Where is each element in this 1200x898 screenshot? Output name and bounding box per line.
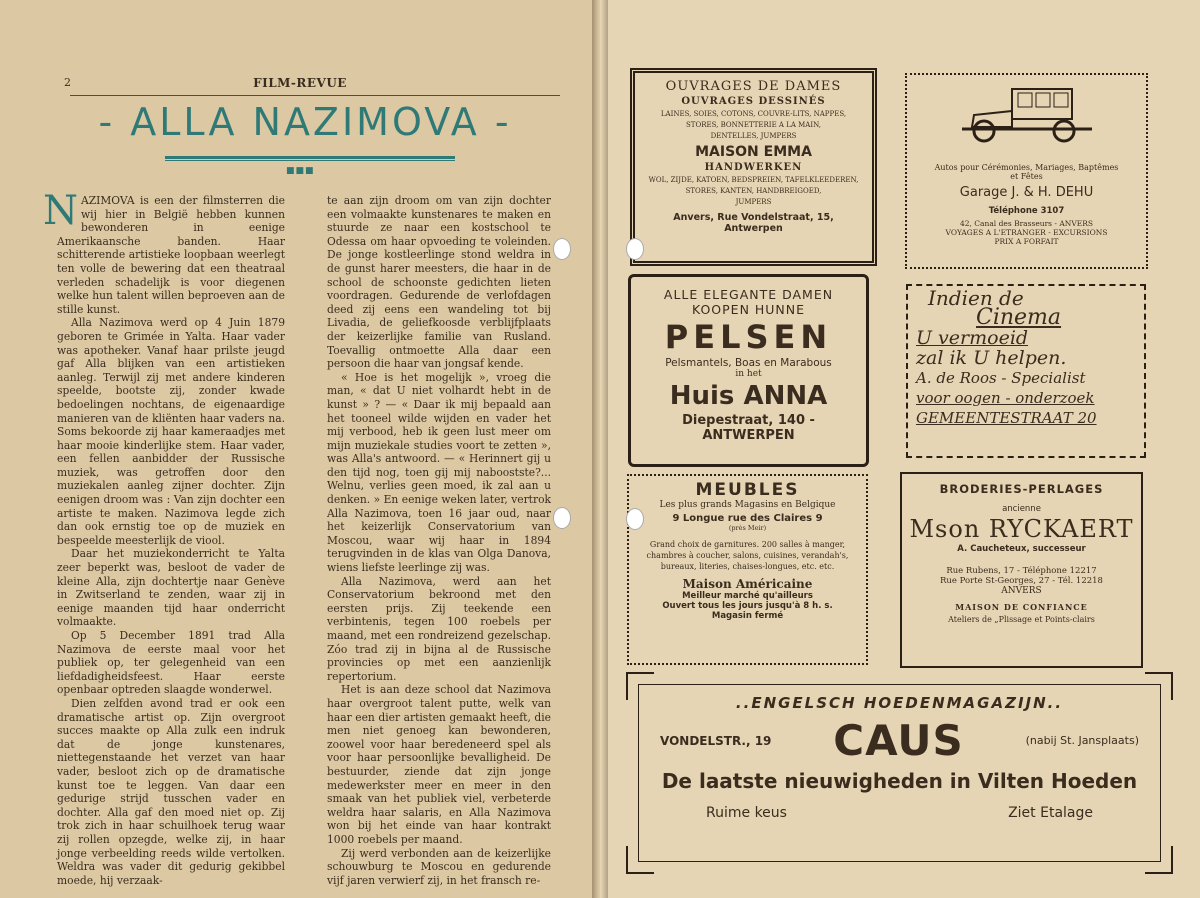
ad-garage-dehu	[905, 73, 1148, 269]
ad-line: De laatste nieuwigheden in Vilten Hoeden	[661, 769, 1138, 793]
ad-broderies-ryckaert	[900, 472, 1143, 668]
ad-line: Pelsmantels, Boas en Marabous	[665, 357, 832, 369]
ad-line: A. Caucheteux, successeur	[957, 544, 1086, 554]
ad-line: zal ik U helpen.	[916, 347, 1067, 369]
ad-line: Rue Rubens, 17 - Téléphone 12217	[946, 566, 1097, 576]
ad-cinema-de-roos	[906, 284, 1146, 458]
title-ornament-bar	[165, 156, 455, 161]
ad-line: Autos pour Cérémonies, Mariages, Baptêmes	[934, 163, 1119, 172]
paragraph: Het is aan deze school dat Nazimova haar overgroot talent putte, welk van haar een dier artisten gemaakt heeft, die men niet genoeg kan bewonderen, zoowel voor haar beredeneerd spel als voor haar persoonlijke bevalligheid. De bestuurder, ziende dat zijn jonge medewerkster meer en meer in den smaak van het publiek viel, verbeterde weldra haar salaris, en Alla Nazimova won bij het einde van haar kontrakt 1000 roebels per maand.	[327, 683, 551, 846]
ad-line: U vermoeid	[916, 327, 1029, 349]
article-title: - ALLA NAZIMOVA -	[98, 100, 512, 144]
ad-line: 9 Longue rue des Claires 9	[672, 513, 823, 524]
ad-line: Meilleur marché qu'ailleurs	[682, 591, 813, 601]
ad-line: Les plus grands Magasins en Belgique	[659, 500, 836, 510]
ad-line: A. de Roos - Specialist	[916, 369, 1086, 387]
paragraph: Op 5 December 1891 trad Alla Nazimova de eerste maal voor het publiek op, ter gelegenheid van een liefdadigheidsfeest. Haar eerste openbaar optreden slaagde wonderwel.	[57, 629, 285, 697]
ad-line: Téléphone 3107	[988, 206, 1065, 216]
article-column-1	[43, 188, 285, 887]
head-rule	[70, 95, 560, 96]
punch-hole	[553, 507, 571, 529]
ad-line: GEMEENTESTRAAT 20	[916, 409, 1097, 427]
ad-line: Anvers, Rue Vondelstraat, 15, Antwerpen	[673, 212, 834, 234]
ad-line: Huis ANNA	[669, 381, 828, 411]
ad-line: HANDWERKEN	[704, 162, 803, 173]
book-spine	[592, 0, 608, 898]
ad-line: ancienne	[1002, 504, 1041, 514]
frame	[638, 684, 1161, 862]
title-ornament: ■■■	[286, 166, 315, 176]
ad-line: (nabij St. Jansplaats)	[1025, 734, 1139, 747]
paragraph: « Hoe is het mogelijk », vroeg die man, « dat U niet volhardt hebt in de kunst » ? — « Daar ik mij bepaald aan het tooneel wilde wijden en vader het mij verbood, heb ik geen lust meer om mijn muziekale studies voort te zetten », was Alla's antwoord. — « Herinnert gij u den tijd nog, toen gij mij naboostste?... Welnu, verlies geen moed, ik zal aan u denken. » En eenige weken later, vertrok Alla Nazimova, toen 16 jaar oud, naar het keizerlijk Conservatorium van Moscou, waar wij haar in 1894 terugvinden in de klas van Olga Danova, wiens liefste leerlinge zij was.	[327, 370, 551, 575]
ad-line: BRODERIES-PERLAGES	[939, 482, 1104, 496]
ad-line: Rue Porte St-Georges, 27 - Tél. 12218	[940, 576, 1103, 586]
ad-line: voor oogen - onderzoek	[916, 389, 1095, 407]
ad-line: STORES, BONNETTERIE A LA MAIN,	[686, 121, 821, 129]
ad-line: Ouvert tous les jours jusqu'à 8 h. s.	[662, 601, 833, 611]
drop-cap: N	[43, 188, 78, 234]
page-number: 2	[64, 76, 71, 89]
paragraph: Daar het muziekonderricht te Yalta zeer beperkt was, besloot de vader de kleine Alla, zijn dochtertje naar Genève in Zwitserland te zenden, waar zij in eenige maanden tijd haar onderricht volmaakte.	[57, 547, 285, 629]
car-icon	[952, 83, 1102, 145]
ad-caus-hoedenmagazijn	[626, 672, 1173, 874]
ad-line: MEUBLES	[695, 480, 800, 500]
ad-line: ..ENGELSCH HOEDENMAGAZIJN..	[735, 694, 1064, 712]
ad-line: VONDELSTR., 19	[660, 733, 772, 748]
ad-line: ANVERS	[1001, 586, 1042, 596]
punch-hole	[553, 238, 571, 260]
ad-line: WOL, ZIJDE, KATOEN, BEDSPREIEN, TAFELKLEEDEREN, STORES, KANTEN, HANDBREIGOED,	[648, 176, 859, 195]
ad-line: OUVRAGES DESSINÉS	[681, 96, 826, 107]
paragraph: te aan zijn droom om van zijn dochter een volmaakte kunstenares te maken en stuurde ze naar een kostschool te Odessa om haar opvoeding te voleinden. De jonge kostleerlinge stond weldra in de gunst harer meesters, die haar in de school de schoonste gedichten lieten voordragen. Gedurende de verlofdagen deed zij eens een wandeling tot bij Livadia, de geliefkoosde verblijfplaats der keizerlijke familie van Rusland. Toevallig ontmoette Alla daar een persoon die haar van jongsaf kende.	[327, 194, 551, 371]
ad-line: Ruime keus	[706, 805, 787, 821]
ad-line: Magasin fermé	[711, 611, 784, 621]
ad-line: Grand choix de garnitures. 200 salles à manger, chambres à coucher, salons, cuisines, verandah's, bureaux, literies, chaises-longues, etc. etc.	[646, 540, 849, 571]
ad-line: et Fêtes	[1010, 172, 1043, 181]
ad-line: MAISON EMMA	[695, 144, 812, 160]
ad-line: PELSEN	[664, 318, 833, 356]
running-head: FILM-REVUE	[253, 76, 347, 90]
ad-line: ALLE ELEGANTE DAMEN	[663, 287, 834, 302]
ad-line: Mson RYCKAERT	[909, 515, 1134, 543]
ad-line: Ziet Etalage	[1008, 805, 1093, 821]
ad-line: Ateliers de „Plissage et Points-clairs	[948, 615, 1095, 624]
ad-line: Indien de	[928, 286, 1024, 310]
punch-hole	[626, 238, 644, 260]
ad-line: KOOPEN HUNNE	[691, 302, 806, 317]
ad-line: 42, Canal des Brasseurs - ANVERS	[959, 219, 1093, 228]
ad-line: (près Meir)	[728, 524, 767, 532]
ad-line: JUMPERS	[735, 198, 772, 206]
ad-line: DENTELLES, JUMPERS	[710, 132, 797, 140]
article-column-2	[327, 194, 551, 887]
ad-line: VOYAGES A L'ETRANGER - EXCURSIONS	[945, 228, 1108, 237]
paragraph: Alla Nazimova werd op 4 Juin 1879 geboren te Grimée in Yalta. Haar vader was apotheker. Vanaf haar prilste jeugd gaf Alla blijken van een artistieken aanleg. Terwijl zij met andere kinderen speelde, bootste zij, zonder kwade bedoelingen nochtans, de eigenaardige manieren van de kliënten haar vaders na. Soms bekoorde zij haar kameraadjes met haar mooie kinderlijke stem. Haar vader, een fellen aanbidder der Russische muziek, was getroffen door den muziekalen aanleg zijner dochter. Zijn eenigen droom was : Van zijn dochter een artiste te maken. Nazimova legde zich dan ook ernstig toe op de muziek en bespeelde meesterlijk de viool.	[57, 316, 285, 547]
ad-pelsen-huis-anna	[628, 274, 869, 467]
paragraph: Dien zelfden avond trad er ook een dramatische artist op. Zijn overgroot succes maakte op Alla zulk een indruk dat de jonge kunstenares, niettegenstaande het verzet van haar vader, besloot zich op de dramatische kunst toe te leggen. Van daar een gedurige strijd tusschen vader en dochter. Alla gaf den moed niet op. Zij trok zich in haar schuilhoek terug waar zij rollen opzegde, welke zij, in haar jonge verbeelding reeds wilde vertolken. Weldra was vader dit gedurig gekibbel moede, hij verzaak-	[57, 696, 285, 887]
punch-hole	[626, 508, 644, 530]
ad-line: LAINES, SOIES, COTONS, COUVRE-LITS, NAPPES,	[660, 110, 847, 118]
right-page	[600, 0, 1200, 898]
ad-line: Diepestraat, 140 - ANTWERPEN	[682, 413, 815, 443]
ad-line: MAISON DE CONFIANCE	[955, 602, 1088, 612]
ad-meubles	[627, 474, 868, 665]
ad-line: PRIX A FORFAIT	[994, 237, 1059, 246]
ad-line: Cinema	[976, 305, 1062, 330]
ad-line: CAUS	[833, 716, 964, 765]
paragraph: Alla Nazimova, werd aan het Conservatorium bekroond met den eersten prijs. Zij teekende een verbintenis, tegen 100 roebels per maand, met een rondreizend gezelschap. Zóo trad zij in bijna al de Russische provincies op met een aanzienlijk repertorium.	[327, 574, 551, 683]
ad-line: in het	[735, 369, 762, 379]
ad-ouvrages-de-dames	[630, 68, 877, 266]
paragraph: Zij werd verbonden aan de keizerlijke schouwburg te Moscou en gedurende vijf jaren verwierf zij, in het fransch re-	[327, 846, 551, 887]
ad-line: OUVRAGES DE DAMES	[665, 79, 842, 94]
paragraph: AZIMOVA is een der filmsterren die wij hier in België hebben kunnen bewonderen in eenige Amerikaansche banden. Haar schitterende artistieke loopbaan weerlegt ten volle de bewering dat een theatraal verleden schadelijk is voor diegenen welke hun talent willen beproeven aan de stille kunst.	[57, 194, 285, 316]
ad-line: Maison Américaine	[682, 577, 813, 591]
ad-line: Garage J. & H. DEHU	[959, 185, 1094, 200]
